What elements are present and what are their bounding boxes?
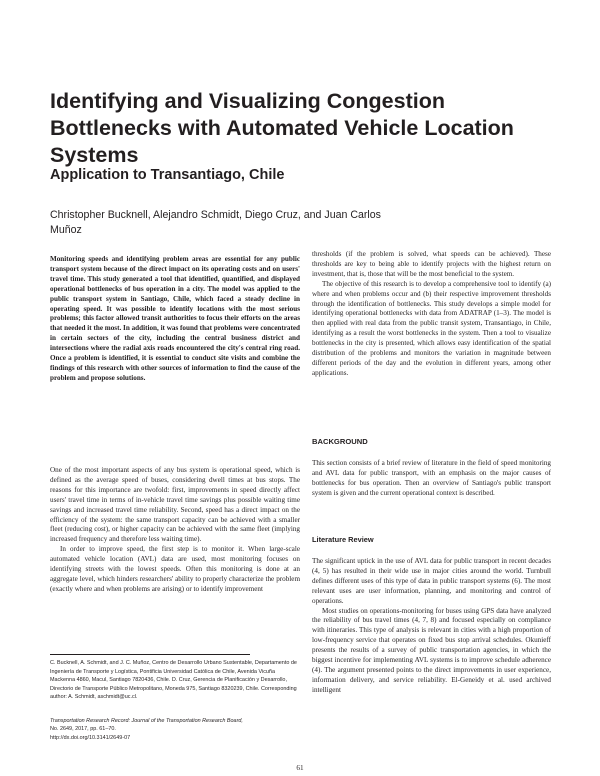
- literature-paragraph-1: The significant uptick in the use of AVL data for public transport in recent decades (4, 5) has resulted in their wide use in major cities around the world. Turnbull defines different uses of this type of data in public transport systems (6). The most relevant uses are user information, planning, and monitoring and control of operations.: [312, 557, 551, 605]
- literature-review-heading: Literature Review: [312, 535, 374, 544]
- author-list: Christopher Bucknell, Alejandro Schmidt, Diego Cruz, and Juan Carlos Muñoz: [50, 209, 381, 236]
- page-number: 61: [296, 764, 304, 772]
- background-section: [312, 459, 551, 499]
- intro-column-left: [50, 466, 300, 595]
- background-heading: BACKGROUND: [312, 437, 368, 446]
- abstract: [50, 255, 300, 384]
- background-paragraph: This section consists of a brief review of literature in the field of speed monitoring and AVL data for public transport, with an emphasis on the major causes of bottlenecks for bus operation. Then an overview of Santiago's public transport system is given and the current operational context is described.: [312, 459, 551, 497]
- intro-column-right: [312, 250, 551, 379]
- paper-subtitle: Application to Transantiago, Chile: [50, 167, 285, 183]
- intro-paragraph-3: thresholds (if the problem is solved, what speeds can be achieved). These thresholds are key to being able to identify projects with the highest return on investment, that is, those that will be the most beneficial to the system.: [312, 250, 551, 278]
- citation-journal: Transportation Research Record: Journal of the Transportation Research Board,: [50, 718, 243, 724]
- citation-issue: No. 2649, 2017, pp. 61–70.: [50, 726, 116, 733]
- footnote-divider: [50, 654, 250, 655]
- intro-paragraph-1: One of the most important aspects of any bus system is operational speed, which is defined as the average speed of buses, considering dwell times at bus stops. The reasons for this importance are twofold: first, improvements in speed directly affect users' travel time in terms of in-vehicle travel time savings plus possible waiting time savings and increased travel time reliability. Second, speed has a direct impact on the efficiency of the system: the same transport capacity can be achieved with a smaller fleet (reducing cost), or higher capacity can be achieved with the same fleet (implying increased frequency and therefore less waiting time).: [50, 466, 300, 544]
- abstract-text: Monitoring speeds and identifying problem areas are essential for any public transport system because of the direct impact on its operating costs and on users' travel time. This study generated a tool that identified, quantified, and displayed operational bottlenecks of bus operation in a city. The model was applied to the public transport system in Santiago, Chile, which faced a steady decline in operating speed. It was possible to identify locations with the most serious problems; this factor allowed transit authorities to focus their efforts on the areas that needed it the most. In addition, it was found that problems were concentrated in certain sectors of the city, including the central business district and intersections where the radial axis roads encountered the city's central ring road. Once a problem is identified, it is essential to conduct site visits and combine the findings of this research with other sources of information to find the cause of the problem and propose solutions.: [50, 255, 300, 382]
- citation-block: [50, 717, 300, 742]
- intro-paragraph-2: In order to improve speed, the first step is to monitor it. When large-scale automated vehicle location (AVL) data are used, most monitoring focuses on identifying streets with the lowest speeds. Often this monitoring is done at an aggregate level, which hinders researchers' ability to properly characterize the problem (exactly where and when problems are arising) or to identify improvement: [50, 545, 300, 593]
- intro-paragraph-4: The objective of this research is to develop a comprehensive tool to identify (a) where and when problems occur and (b) their respective improvement thresholds through the identification of bottlenecks. This study develops a simple model for identifying operational bottlenecks with data from ADATRAP (1–3). The model is then applied with real data from the public transit system, Transantiago, in Chile, identifying as a result the worst bottlenecks in the system. Then a tool to visualize bottlenecks in the city is presented, which allows easy identification of the spatial distribution of the problems and monitors the variation in magnitude between different periods of the day and the evolution in different years, among other applications.: [312, 279, 551, 377]
- literature-review-section: [312, 557, 551, 696]
- paper-title: Identifying and Visualizing Congestion Bottlenecks with Automated Vehicle Location Systems: [50, 89, 514, 167]
- literature-paragraph-2: Most studies on operations-monitoring for buses using GPS data have analyzed the reliability of bus travel times (4, 7, 8) and focused especially on compliance with itineraries. This type of analysis is relevant in cities with a high proportion of low-frequency service that operates on fixed bus stop arrival schedules. Okunieff presents the results of a survey of public transportation agencies, in which the biggest incentive for implementing AVL systems is to improve schedule adherence (4). The argument presented points to the direct improvements in user experience, information delivery, and service reliability. El-Geneidy et al. used archived intelligent: [312, 606, 551, 694]
- citation-doi[interactable]: http://dx.doi.org/10.3141/2649-07: [50, 734, 131, 741]
- author-affiliation-footnote: C. Bucknell, A. Schmidt, and J. C. Muñoz, Centro de Desarrollo Urbano Sustentable, Departamento de Ingeniería de Transporte y Logística, Pontificia Universidad Católica de Chile, Avenida Vicuña Mackenna 4860, Macul, Santiago 7820436, Chile. D. Cruz, Gerencia de Planificación y Desarrollo, Directorio de Transporte Público Metropolitano, Moneda 975, Santiago 8320239, Chile. Corresponding author: A. Schmidt, aschmidt@uc.cl.: [50, 660, 297, 701]
